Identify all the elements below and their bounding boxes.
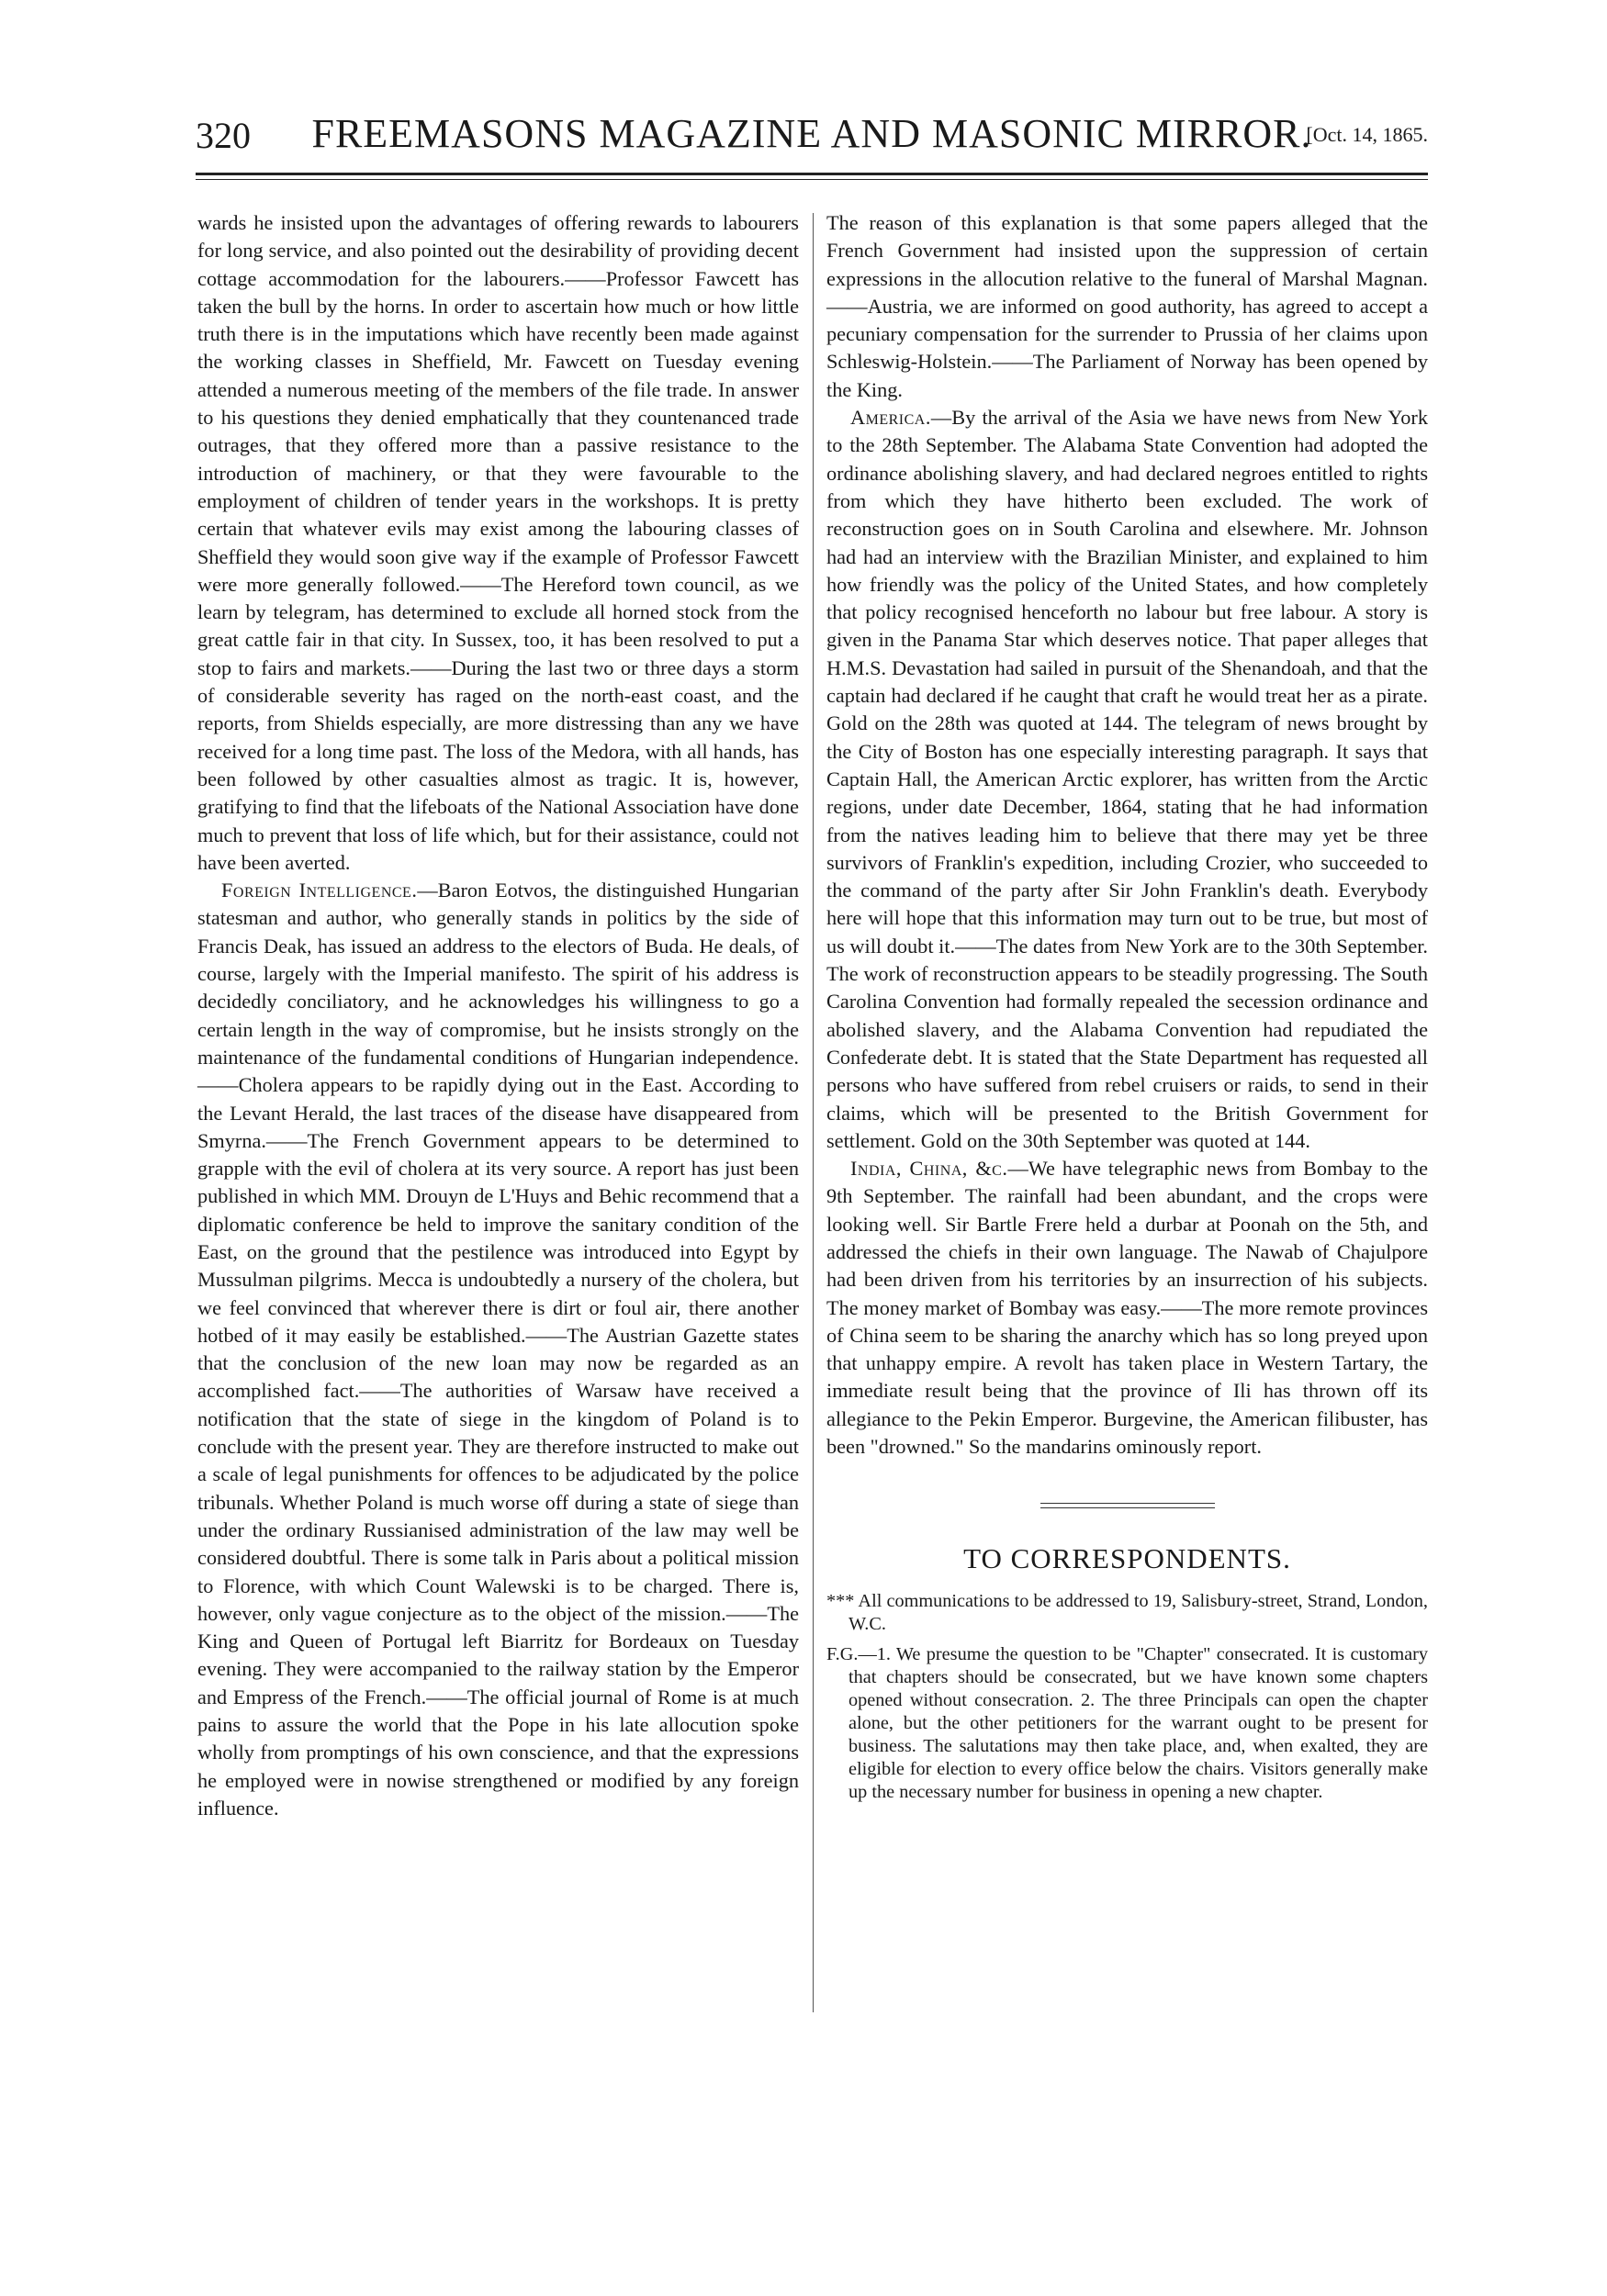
section-rule-top bbox=[1040, 1503, 1215, 1504]
america-paragraph bbox=[826, 404, 1428, 1155]
india-china-heading: India, China, &c. bbox=[850, 1157, 1008, 1181]
america-heading: America. bbox=[850, 406, 931, 430]
correspondents-address-notice: *** All communications to be addressed to 19, Salisbury-street, Strand, London, W.C. bbox=[826, 1590, 1428, 1634]
section-rule-bottom bbox=[1040, 1507, 1215, 1508]
header-rule-thick bbox=[196, 173, 1428, 175]
foreign-intelligence-text: —Baron Eotvos, the distinguished Hungarian statesman and author, who generally stands in politics by the side of Francis Deak, has issued an address to the electors of Buda. He deals, of course, largely with the Imperial manifesto. The spirit of his address is decidedly conciliatory, and he acknowledges his willingness to go a certain length in the way of compromise, but he insists strongly on the maintenance of the fundamental conditions of Hungarian independence.——Cholera appears to be rapidly dying out in the East. According to the Levant Herald, the last traces of the disease have disappeared from Smyrna.——The French Government appears to be determined to grapple with the evil of cholera at its very source. A report has just been published in which MM. Drouyn de L'Huys and Behic recommend that a diplomatic conference be held to improve the sanitary condition of the East, on the ground that the pestilence was introduced into Egypt by Mussulman pilgrims. Mecca is undoubtedly a nursery of the cholera, but we feel convinced that wherever there is dirt or foul air, there another hotbed of it may easily be established.——The Austrian Gazette states that the conclusion of the new loan may now be regarded as an accomplished fact.——The authorities of Warsaw have received a notification that the state of siege in the kingdom of Poland is to conclude with the present year. They are therefore instructed to make out a scale of legal punishments for offences to be adjudicated by the police tribunals. Whether Poland is much worse off during a state of siege than under the ordinary Russianised administration of the law may well be considered doubtful. There is some talk in Paris about a political mission to Florence, with which Count Walewski is to be charged. There is, however, only vague conjecture as to the object of the mission.——The King and Queen of Portugal left Biarritz for Bordeaux on Tuesday evening. They were accompanied to the railway station by the Emperor and Empress of the French.——The official journal of Rome is at much pains to assure the world that the Pope in his late allocution spoke wholly from promptings of his own conscience, and that the expressions he employed were in nowise strengthened or modified by any foreign influence. bbox=[197, 879, 799, 1820]
right-paragraph-1: The reason of this explanation is that some papers alleged that the French Government had insisted upon the suppression of certain expressions in the allocution relative to the funeral of Marshal Magnan.——Austria, we are informed on good authority, has agreed to accept a pecuniary compensation for the surrender to Prussia of her claims upon Schleswig-Holstein.——The Parliament of Norway has been opened by the King. bbox=[826, 211, 1428, 401]
foreign-intelligence-paragraph bbox=[197, 877, 799, 1822]
india-china-text: —We have telegraphic news from Bombay to the 9th September. The rainfall had been abundant, and the crops were looking well. Sir Bartle Frere held a durbar at Poonah on the 5th, and addressed the chiefs in their own language. The Nawab of Chajulpore had been driven from his territories by an insurrection of his subjects. The money market of Bombay was easy.——The more remote provinces of China seem to be sharing the anarchy which has so long preyed upon that unhappy empire. A revolt has taken place in Western Tartary, the immediate result being that the province of Ili has thrown off its allegiance to the Pekin Emperor. Burgevine, the American filibuster, has been "drowned." So the mandarins ominously report. bbox=[826, 1157, 1428, 1459]
india-china-paragraph bbox=[826, 1155, 1428, 1461]
left-column bbox=[197, 209, 799, 1822]
issue-date: [Oct. 14, 1865. bbox=[1306, 123, 1428, 146]
page-number: 320 bbox=[196, 115, 251, 156]
correspondents-reply-fg: F.G.—1. We presume the question to be "Chapter" consecrated. It is customary that chapters should be consecrated, but we have known some chapters opened without consecration. 2. The three Principals can open the chapter alone, but the other petitioners for the warrant ought to be present for business. The salutations may then take place, and, when exalted, they are eligible for election to every office below the chairs. Visitors generally make up the necessary number for business in opening a new chapter. bbox=[826, 1643, 1428, 1802]
header-rule-thin bbox=[196, 179, 1428, 180]
masthead-title: FREEMASONS MAGAZINE AND MASONIC MIRROR. bbox=[311, 111, 1312, 156]
correspondents-notices bbox=[826, 1590, 1428, 1804]
page-header bbox=[196, 110, 1428, 165]
column-divider bbox=[813, 213, 814, 2012]
america-text: —By the arrival of the Asia we have news from New York to the 28th September. The Alabama State Convention had adopted the ordinance abolishing slavery, and had declared negroes entitled to rights from which they have hitherto been excluded. The work of reconstruction goes on in South Carolina and elsewhere. Mr. Johnson had had an interview with the Brazilian Minister, and explained to him how friendly was the policy of the United States, and how completely that policy recognised henceforth no labour but free labour. A story is given in the Panama Star which deserves notice. That paper alleges that H.M.S. Devastation had sailed in pursuit of the Shenandoah, and that the captain had declared if he caught that craft he would treat her as a pirate. Gold on the 28th was quoted at 144. The telegram of news brought by the City of Boston has one especially interesting paragraph. It says that Captain Hall, the American Arctic explorer, has written from the Arctic regions, under date December, 1864, stating that he had information from the natives leading him to believe that there may yet be three survivors of Franklin's expedition, including Crozier, who succeeded to the command of the party after Sir John Franklin's death. Everybody here will hope that this information may turn out to be true, but most of us will doubt it.——The dates from New York are to the 30th September. The work of reconstruction appears to be steadily progressing. The South Carolina Convention had formally repealed the secession ordinance and abolished slavery, and the Alabama Convention had repudiated the Confederate debt. It is stated that the State Department has requested all persons who have suffered from rebel cruisers or raids, to send in their claims, which will be presented to the British Government for settlement. Gold on the 30th September was quoted at 144. bbox=[826, 406, 1428, 1152]
right-column bbox=[826, 209, 1428, 1804]
left-paragraph-1: wards he insisted upon the advantages of offering rewards to labourers for long service, and also pointed out the desirability of providing decent cottage accommodation for the labourers.——Professor Fawcett has taken the bull by the horns. In order to ascertain how much or how little truth there is in the imputations which have recently been made against the working classes in Sheffield, Mr. Fawcett on Tuesday evening attended a numerous meeting of the members of the file trade. In answer to his questions they denied emphatically that they countenanced trade outrages, that they offered more than a passive resistance to the introduction of machinery, or that they were favourable to the employment of children of tender years in the workshops. It is pretty certain that whatever evils may exist among the labouring classes of Sheffield they would soon give way if the example of Professor Fawcett were more generally followed.——The Hereford town council, as we learn by telegram, has determined to exclude all horned stock from the great cattle fair in that city. In Sussex, too, it has been resolved to put a stop to fairs and markets.——During the last two or three days a storm of considerable severity has raged on the north-east coast, and the reports, from Shields especially, are more distressing than any we have received for a long time past. The loss of the Medora, with all hands, has been followed by other casualties almost as tragic. It is, however, gratifying to find that the lifeboats of the National Association have done much to prevent that loss of life which, but for their assistance, could not have been averted. bbox=[197, 211, 799, 874]
correspondents-heading: TO CORRESPONDENTS. bbox=[963, 1542, 1291, 1575]
foreign-intelligence-heading: Foreign Intelligence. bbox=[221, 879, 418, 902]
